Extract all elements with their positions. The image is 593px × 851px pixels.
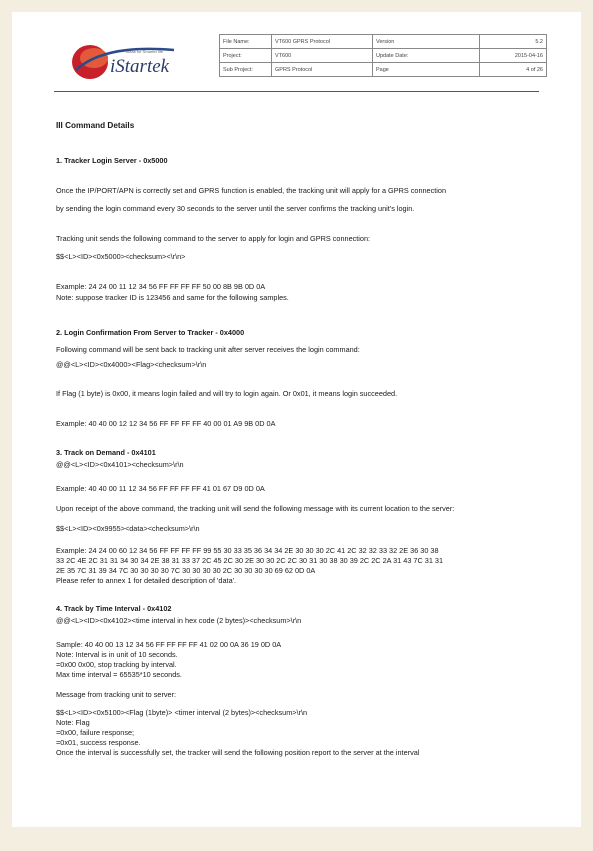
s3-example-line: 33 2C 4E 2C 31 31 34 30 34 2E 38 31 33 37 2C 45 2C 30 2E 30 30 2C 2C 30 31 30 38 30 39 2C 2C 2A 31 43 7C 31 31 [56, 556, 444, 565]
s1-title: 1. Tracker Login Server - 0x5000 [56, 156, 168, 165]
s3-example-line: 2E 35 7C 31 39 34 7C 30 30 30 30 7C 30 30 30 30 2C 30 30 30 30 69 62 0D 0A [56, 566, 316, 575]
s1-format: $$<L><ID><0x5000><checksum><\r\n> [56, 252, 186, 261]
s1-example: Example: 24 24 00 11 12 34 56 FF FF FF FF 50 00 8B 9B 0D 0A [56, 282, 266, 291]
section-title: III Command Details [56, 121, 135, 130]
header-row: Project: VT600 Update Date: 2015-04-16 [220, 49, 547, 63]
s1-para-line: by sending the login command every 30 seconds to the server until the server confirms the tracking unit's login. [56, 204, 415, 213]
s2-title: 2. Login Confirmation From Server to Tracker - 0x4000 [56, 328, 245, 337]
header-info-table [219, 34, 547, 77]
s4-note-line: =0x01, success response. [56, 738, 141, 747]
s4-para: Once the interval is successfully set, the tracker will send the following position report to the server at the interval [56, 748, 420, 757]
s4-para: Message from tracking unit to server: [56, 690, 177, 699]
s3-title: 3. Track on Demand - 0x4101 [56, 448, 156, 457]
header-rule [54, 91, 539, 92]
s4-note-line: =0x00, failure response; [56, 728, 135, 737]
svg-text:iStartek: iStartek [110, 56, 170, 77]
s4-note-line: Note: Interval is in unit of 10 seconds. [56, 650, 178, 659]
s4-note-line: Max time interval = 65535*10 seconds. [56, 670, 182, 679]
s1-para-line: Once the IP/PORT/APN is correctly set and GPRS function is enabled, the tracking unit will apply for a GPRS connection [56, 186, 447, 195]
s3-example-line: Example: 24 24 00 60 12 34 56 FF FF FF FF 99 55 30 33 35 36 34 34 2E 30 30 30 2C 41 2C 32 32 33 32 2E 36 30 38 [56, 546, 439, 555]
s4-note-line: =0x00 0x00, stop tracking by interval. [56, 660, 177, 669]
s4-note-line: Note: Flag [56, 718, 90, 727]
s2-format: @@<L><ID><0x4000><Flag><checksum>\r\n [56, 360, 207, 369]
s3-example: Example: 40 40 00 11 12 34 56 FF FF FF FF 41 01 67 D9 0D 0A [56, 484, 265, 493]
s2-para: Following command will be sent back to tracking unit after server receives the login command: [56, 345, 360, 354]
s4-format: $$<L><ID><0x5100><Flag (1byte)> <timer interval (2 bytes)><checksum>\r\n [56, 708, 308, 717]
document-page [12, 12, 581, 827]
header-row: File Name: VT600 GPRS Protocol Version 5.2 [220, 35, 547, 49]
s2-example: Example: 40 40 00 12 12 34 56 FF FF FF FF 40 00 01 A9 9B 0D 0A [56, 419, 276, 428]
s4-format: @@<L><ID><0x4102><time interval in hex code (2 bytes)><checksum>\r\n [56, 616, 302, 625]
s3-para: Upon receipt of the above command, the tracking unit will send the following message with its current location to the server: [56, 504, 455, 513]
s2-para: If Flag (1 byte) is 0x00, it means login failed and will try to login again. Or 0x01, it means login succeeded. [56, 389, 398, 398]
s1-note: Note: suppose tracker ID is 123456 and same for the following samples. [56, 293, 289, 302]
svg-text:Ideas for Smarter life: Ideas for Smarter life [126, 49, 164, 54]
s3-format: @@<L><ID><0x4101><checksum>\r\n [56, 460, 184, 469]
header-row: Sub Project: GPRS Protocol Page 4 of 26 [220, 63, 547, 77]
istartek-logo [64, 36, 214, 86]
s3-format: $$<L><ID><0x9955><data><checksum>\r\n [56, 524, 200, 533]
s3-note: Please refer to annex 1 for detailed description of 'data'. [56, 576, 237, 585]
s4-sample: Sample: 40 40 00 13 12 34 56 FF FF FF FF 41 02 00 0A 36 19 0D 0A [56, 640, 282, 649]
s4-title: 4. Track by Time Interval - 0x4102 [56, 604, 172, 613]
s1-para: Tracking unit sends the following command to the server to apply for login and GPRS connection: [56, 234, 371, 243]
